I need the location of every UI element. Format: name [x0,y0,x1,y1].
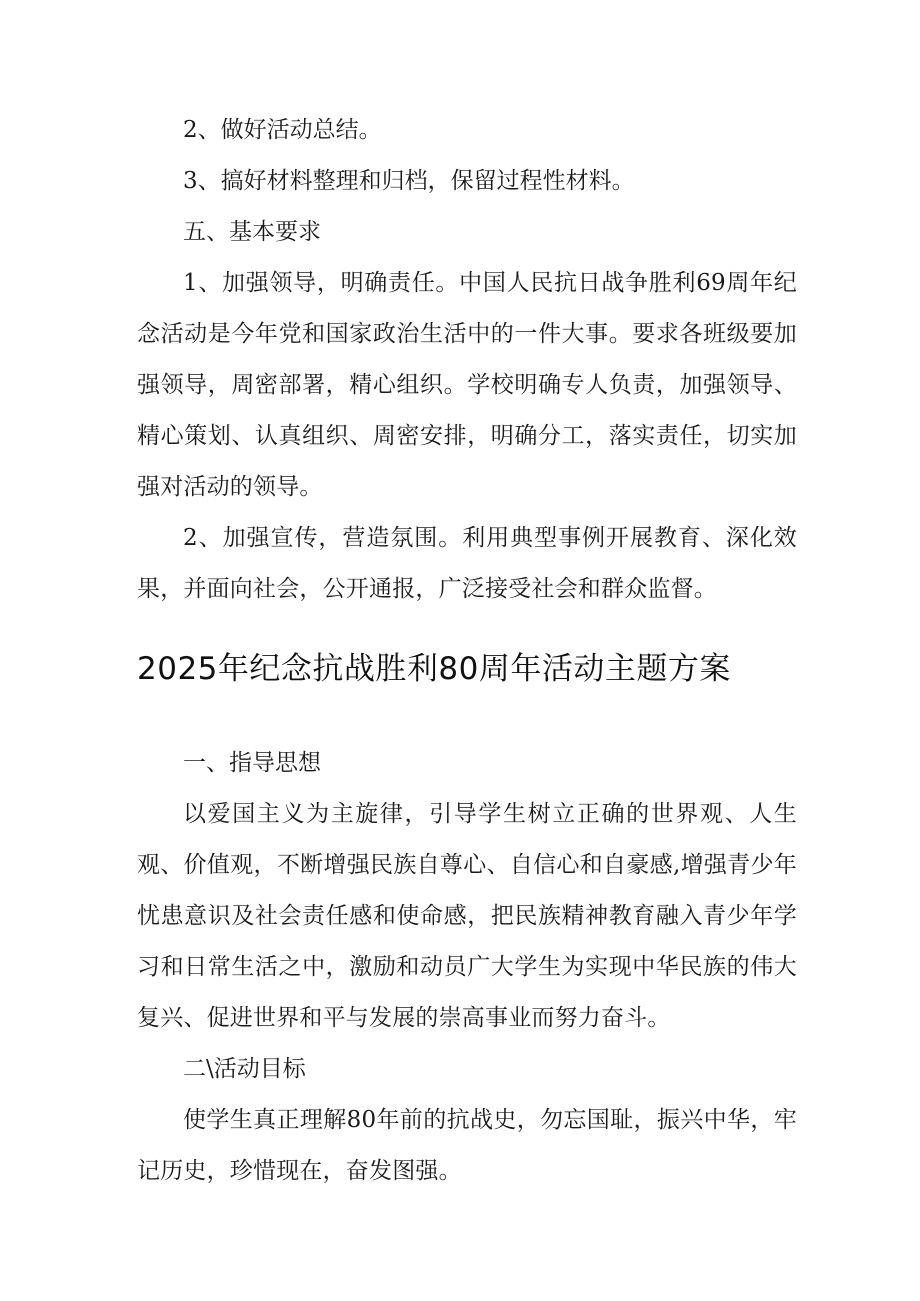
top-section [137,105,797,615]
bottom-section [137,738,797,1197]
guiding-ideology-paragraph: 以爱国主义为主旋律，引导学生树立正确的世界观、人生观、价值观，不断增强民族自尊心、自信心和自豪感,增强青少年忧患意识及社会责任感和使命感，把民族精神教育融入青少年学习和日常生活之中，激励和动员广大学生为实现中华民族的伟大复兴、促进世界和平与发展的崇高事业而努力奋斗。 [137,801,797,1031]
requirement-paragraph-2: 2、加强宣传，营造氛围。利用典型事例开展教育、深化效果，并面向社会，公开通报，广泛接受社会和群众监督。 [137,525,797,602]
list-item-2: 2、做好活动总结。 [183,117,382,143]
section-heading-basic-requirements: 五、基本要求 [183,219,321,245]
section-heading-activity-goals: 二\活动目标 [183,1056,306,1082]
requirement-paragraph-1: 1、加强领导，明确责任。中国人民抗日战争胜利69周年纪念活动是今年党和国家政治生活中的一件大事。要求各班级要加强领导，周密部署，精心组织。学校明确专人负责，加强领导、精心策划、认真组织、周密安排，明确分工，落实责任，切实加强对活动的领导。 [137,270,797,500]
activity-goals-paragraph: 使学生真正理解80年前的抗战史，勿忘国耻，振兴中华，牢记历史，珍惜现在，奋发图强。 [137,1107,797,1184]
section-heading-guiding-ideology: 一、指导思想 [183,750,321,776]
document-title: 2025年纪念抗战胜利80周年活动主题方案 [137,651,731,687]
list-item-3: 3、搞好材料整理和归档，保留过程性材料。 [183,168,635,194]
